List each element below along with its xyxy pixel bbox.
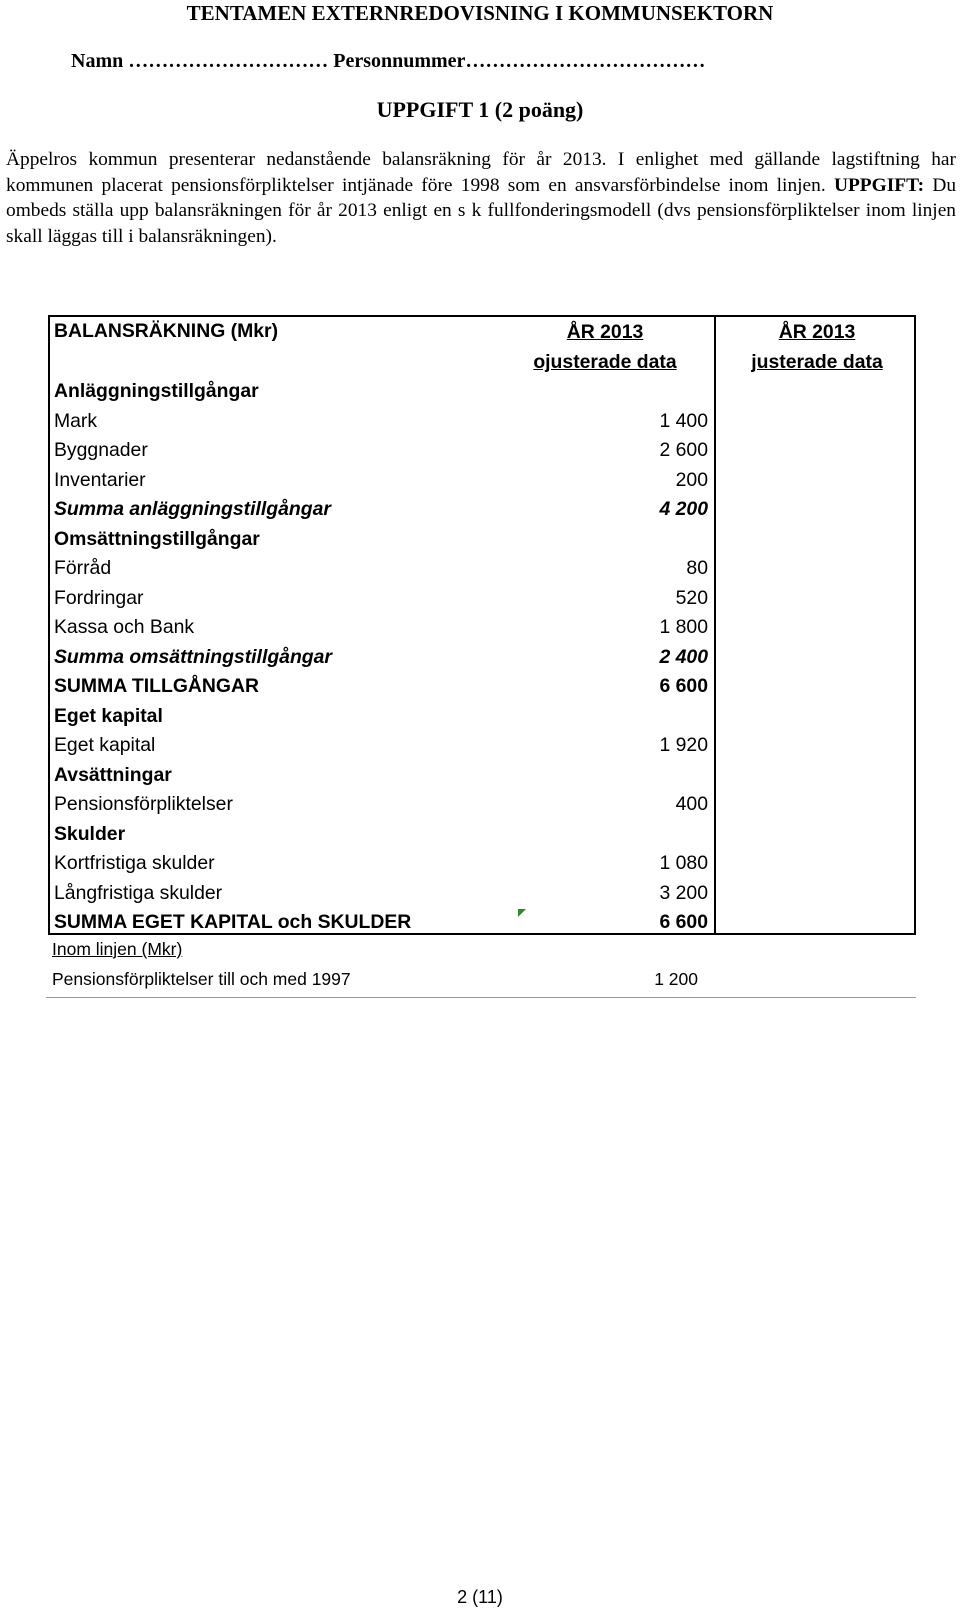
row-label: Eget kapital (54, 734, 156, 756)
row-label: Summa anläggningstillgångar (54, 498, 331, 520)
intro-text-1: Äppelros kommun presenterar nedanstående balansräkning för år 2013. I enlighet med gällande lagstiftning har kommunen placerat pensionsförpliktelser intjänade före 1998 som en ansvarsförbindelse inom linjen. (6, 149, 956, 196)
row-label: Mark (54, 409, 98, 432)
row-value: 1 920 (659, 734, 708, 756)
table-row (54, 731, 916, 761)
task-description (6, 147, 956, 249)
table-row (54, 613, 916, 643)
task-heading: UPPGIFT 1 (2 poäng) (376, 97, 584, 122)
column-header-adjusted (718, 317, 916, 377)
table-row (54, 466, 916, 496)
section-row-liabilities (54, 820, 916, 850)
row-value: 80 (686, 557, 708, 579)
row-label: Förråd (54, 557, 112, 579)
column-header-unadjusted (520, 317, 690, 377)
row-label: Byggnader (54, 439, 148, 461)
table-row (54, 436, 916, 466)
table-row (54, 879, 916, 909)
row-label: SUMMA EGET KAPITAL och SKULDER (54, 911, 412, 933)
row-label: Inventarier (54, 468, 146, 491)
off-balance-row (52, 966, 916, 993)
row-value: 1 800 (659, 616, 708, 638)
off-balance-label: Pensionsförpliktelser till och med 1997 (52, 969, 351, 989)
intro-text-2: Du ombeds ställa upp balansräkningen för år 2013 enligt en s k fullfonderingsmodell (dvs pensionsförpliktelser inom linjen skall läggas till i balansräkningen). (6, 174, 957, 247)
row-label: Eget kapital (54, 704, 163, 727)
off-balance-heading: Inom linjen (Mkr) (52, 939, 183, 959)
row-label: SUMMA TILLGÅNGAR (54, 675, 260, 697)
row-value: 2 400 (659, 645, 708, 668)
row-label: Kassa och Bank (54, 616, 195, 638)
cell-comment-marker (518, 909, 526, 917)
column-header-adjusted-label: justerade data (751, 351, 883, 373)
page-number: 2 (11) (457, 1587, 503, 1607)
section-row-equity (54, 702, 916, 732)
column-header-adjusted-year: ÅR 2013 (778, 321, 856, 343)
section-row-fixed-assets (54, 377, 916, 407)
table-row (54, 407, 916, 437)
row-label: Anläggningstillgångar (54, 380, 259, 402)
section-row-current-assets (54, 525, 916, 555)
table-row (54, 790, 916, 820)
row-value: 1 080 (659, 852, 708, 874)
row-label: Omsättningstillgångar (54, 527, 260, 550)
column-header-unadjusted-year: ÅR 2013 (566, 321, 644, 343)
row-value: 3 200 (659, 881, 708, 904)
column-header-unadjusted-label: ojusterade data (533, 351, 677, 373)
total-row-assets (54, 672, 916, 702)
row-label: Pensionsförpliktelser (54, 793, 233, 815)
section-row-provisions (54, 761, 916, 791)
row-value: 200 (675, 468, 708, 491)
row-label: Summa omsättningstillgångar (54, 645, 332, 668)
row-value: 4 200 (659, 498, 708, 520)
table-row (54, 584, 916, 614)
row-value: 520 (675, 586, 708, 609)
row-value: 6 600 (659, 911, 708, 933)
table-bottom-rule (46, 997, 916, 998)
subtotal-row (54, 643, 916, 673)
row-label: Kortfristiga skulder (54, 852, 215, 874)
table-row (54, 849, 916, 879)
row-label: Avsättningar (54, 763, 172, 786)
row-value: 2 600 (659, 439, 708, 461)
row-value: 6 600 (659, 675, 708, 697)
balance-sheet-table (48, 315, 916, 935)
subtotal-row (54, 495, 916, 525)
total-row-equity-liabilities (54, 908, 916, 938)
row-label: Långfristiga skulder (54, 881, 223, 904)
row-value: 400 (675, 793, 708, 815)
row-value: 1 400 (659, 409, 708, 432)
intro-task-label: UPPGIFT: (833, 174, 925, 196)
document-title: TENTAMEN EXTERNREDOVISNING I KOMMUNSEKTORN (186, 1, 774, 25)
table-row (54, 554, 916, 584)
name-id-line: Namn ………………………… Personnummer……………………………… (71, 50, 706, 72)
row-label: Fordringar (54, 586, 144, 609)
balance-sheet-title: BALANSRÄKNING (Mkr) (54, 320, 279, 342)
row-label: Skulder (54, 822, 126, 845)
off-balance-value: 1 200 (654, 969, 698, 989)
